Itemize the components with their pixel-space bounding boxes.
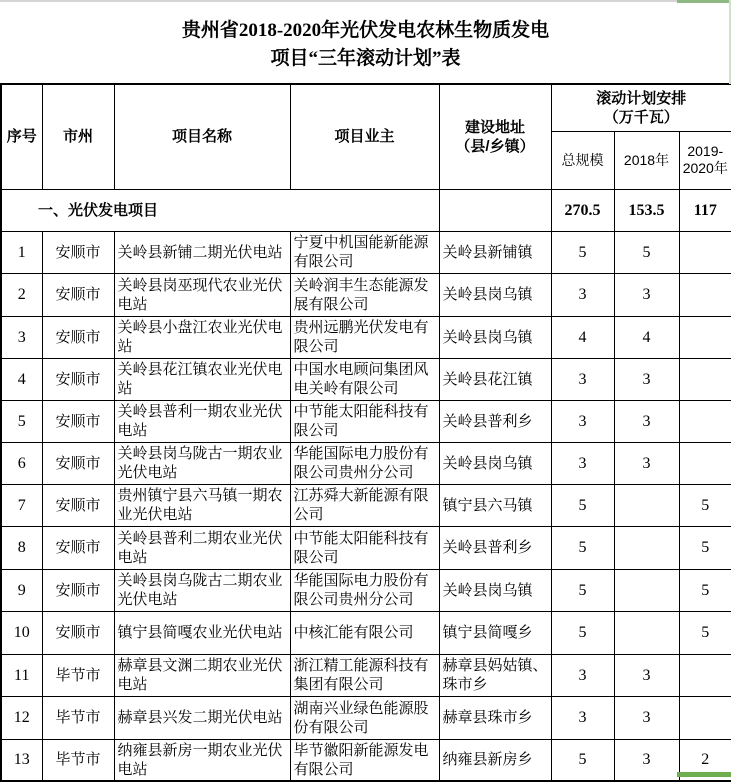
- cell-total[interactable]: 5: [551, 526, 614, 569]
- selection-highlight-top: [677, 0, 731, 3]
- cell-address[interactable]: 关岭县普利乡: [439, 526, 551, 569]
- table-row: [1, 231, 731, 273]
- cell-city[interactable]: 安顺市: [42, 526, 114, 569]
- cell-2018[interactable]: 3: [614, 273, 679, 316]
- cell-owner[interactable]: 江苏舜大新能源有限公司: [290, 484, 439, 526]
- cell-total[interactable]: 3: [551, 358, 614, 400]
- cell-owner[interactable]: 华能国际电力股份有限公司贵州分公司: [290, 442, 439, 484]
- cell-2018[interactable]: 3: [614, 696, 679, 739]
- cell-city[interactable]: 安顺市: [42, 611, 114, 654]
- cell-owner[interactable]: 中节能太阳能科技有限公司: [290, 400, 439, 442]
- cell-2019-2020[interactable]: [679, 400, 731, 442]
- cell-project-name[interactable]: 关岭县花江镇农业光伏电站: [114, 358, 290, 400]
- cell-city[interactable]: 毕节市: [42, 654, 114, 696]
- cell-2018[interactable]: 4: [614, 316, 679, 358]
- cell-owner[interactable]: 浙江精工能源科技有集团有限公司: [290, 654, 439, 696]
- cell-2019-2020[interactable]: 5: [679, 611, 731, 654]
- cell-address[interactable]: 关岭县岗乌镇: [439, 316, 551, 358]
- cell-city[interactable]: 安顺市: [42, 273, 114, 316]
- table-row: [1, 273, 731, 316]
- cell-2018[interactable]: [614, 484, 679, 526]
- cell-2019-2020[interactable]: [679, 442, 731, 484]
- cell-total[interactable]: 3: [551, 442, 614, 484]
- cell-2019-2020[interactable]: [679, 358, 731, 400]
- cell-owner[interactable]: 关岭润丰生态能源发展有限公司: [290, 273, 439, 316]
- cell-address[interactable]: 赫章县妈姑镇、珠市乡: [439, 654, 551, 696]
- cell-city[interactable]: 安顺市: [42, 231, 114, 273]
- header-row-top: [1, 84, 731, 131]
- cell-project-name[interactable]: 关岭县岗巫现代农业光伏电站: [114, 273, 290, 316]
- col-header-project[interactable]: 项目名称: [114, 84, 290, 189]
- cell-address[interactable]: 关岭县花江镇: [439, 358, 551, 400]
- table-row: [1, 400, 731, 442]
- cell-owner[interactable]: 湖南兴业绿色能源股份有限公司: [290, 696, 439, 739]
- section-address-empty[interactable]: [439, 189, 551, 231]
- cell-owner[interactable]: 宁夏中机国能新能源有限公司: [290, 231, 439, 273]
- cell-2018[interactable]: [614, 526, 679, 569]
- section-label[interactable]: 一、光伏发电项目: [1, 189, 439, 231]
- cell-seq[interactable]: 3: [1, 316, 42, 358]
- section-2019-2020[interactable]: 117: [679, 189, 731, 231]
- cell-project-name[interactable]: 赫章县文渊二期农业光伏电站: [114, 654, 290, 696]
- cell-total[interactable]: 5: [551, 231, 614, 273]
- cell-total[interactable]: 3: [551, 273, 614, 316]
- cell-2018[interactable]: 3: [614, 442, 679, 484]
- cell-city[interactable]: 安顺市: [42, 442, 114, 484]
- cell-seq[interactable]: 2: [1, 273, 42, 316]
- cell-project-name[interactable]: 关岭县岗乌陇古一期农业光伏电站: [114, 442, 290, 484]
- cell-owner[interactable]: 华能国际电力股份有限公司贵州分公司: [290, 569, 439, 611]
- col-header-2018[interactable]: 2018年: [614, 131, 679, 189]
- cell-seq[interactable]: 8: [1, 526, 42, 569]
- cell-2018[interactable]: 3: [614, 400, 679, 442]
- cell-seq[interactable]: 10: [1, 611, 42, 654]
- cell-total[interactable]: 3: [551, 400, 614, 442]
- cell-address[interactable]: 关岭县普利乡: [439, 400, 551, 442]
- page-title-line1: 贵州省2018-2020年光伏发电农林生物质发电: [181, 20, 550, 41]
- cell-city[interactable]: 毕节市: [42, 739, 114, 781]
- cell-2018[interactable]: 5: [614, 231, 679, 273]
- cell-total[interactable]: 5: [551, 569, 614, 611]
- cell-project-name[interactable]: 关岭县新铺二期光伏电站: [114, 231, 290, 273]
- address-header-line1: 建设地址: [464, 118, 525, 136]
- cell-project-name[interactable]: 赫章县兴发二期光伏电站: [114, 696, 290, 739]
- cell-owner[interactable]: 贵州远鹏光伏发电有限公司: [290, 316, 439, 358]
- cell-2019-2020[interactable]: 5: [679, 526, 731, 569]
- table-row: [1, 611, 731, 654]
- cell-project-name[interactable]: 关岭县普利二期农业光伏电站: [114, 526, 290, 569]
- col-header-address[interactable]: [439, 84, 551, 189]
- cell-city[interactable]: 安顺市: [42, 358, 114, 400]
- cell-project-name[interactable]: 关岭县小盘江农业光伏电站: [114, 316, 290, 358]
- cell-seq[interactable]: 9: [1, 569, 42, 611]
- cell-project-name[interactable]: 纳雍县新房一期农业光伏电站: [114, 739, 290, 781]
- cell-city[interactable]: 毕节市: [42, 696, 114, 739]
- cell-2019-2020[interactable]: 2: [679, 739, 731, 781]
- cell-2018[interactable]: 3: [614, 358, 679, 400]
- cell-total[interactable]: 3: [551, 654, 614, 696]
- cell-city[interactable]: 安顺市: [42, 569, 114, 611]
- cell-seq[interactable]: 1: [1, 231, 42, 273]
- cell-2018[interactable]: 3: [614, 654, 679, 696]
- col-header-2019-2020[interactable]: 2019-2020年: [679, 131, 731, 189]
- cell-city[interactable]: 安顺市: [42, 400, 114, 442]
- section-total[interactable]: 270.5: [551, 189, 614, 231]
- rolling-plan-table: [0, 83, 731, 782]
- page-title-line2: 项目“三年滚动计划”表: [270, 48, 461, 69]
- cell-address[interactable]: 镇宁县简嘎乡: [439, 611, 551, 654]
- col-header-owner[interactable]: 项目业主: [290, 84, 439, 189]
- cell-seq[interactable]: 6: [1, 442, 42, 484]
- table-row: [1, 316, 731, 358]
- section-row: [1, 189, 731, 231]
- cell-2018[interactable]: [614, 569, 679, 611]
- table-row: [1, 526, 731, 569]
- selection-highlight-bottom: [677, 772, 731, 777]
- cell-project-name[interactable]: 关岭县岗乌陇古二期农业光伏电站: [114, 569, 290, 611]
- cell-2019-2020[interactable]: [679, 231, 731, 273]
- cell-address[interactable]: 关岭县岗乌镇: [439, 273, 551, 316]
- col-header-city[interactable]: 市州: [42, 84, 114, 189]
- cell-owner[interactable]: 毕节徽阳新能源发电有限公司: [290, 739, 439, 781]
- cell-total[interactable]: 3: [551, 696, 614, 739]
- cell-owner[interactable]: 中核汇能有限公司: [290, 611, 439, 654]
- table-row: [1, 569, 731, 611]
- table-row: [1, 654, 731, 696]
- table-row: [1, 696, 731, 739]
- col-header-seq[interactable]: 序号: [1, 84, 42, 189]
- cell-address[interactable]: 镇宁县六马镇: [439, 484, 551, 526]
- col-header-plan-group[interactable]: [551, 84, 731, 131]
- cell-2019-2020[interactable]: 5: [679, 484, 731, 526]
- cell-seq[interactable]: 12: [1, 696, 42, 739]
- table-row: [1, 484, 731, 526]
- cell-2019-2020[interactable]: [679, 316, 731, 358]
- cell-project-name[interactable]: 贵州镇宁县六马镇一期农业光伏电站: [114, 484, 290, 526]
- cell-project-name[interactable]: 镇宁县简嘎农业光伏电站: [114, 611, 290, 654]
- cell-2018[interactable]: [614, 611, 679, 654]
- cell-seq[interactable]: 13: [1, 739, 42, 781]
- cell-seq[interactable]: 11: [1, 654, 42, 696]
- plan-group-line2: （万千瓦）: [603, 108, 679, 126]
- cell-address[interactable]: 关岭县岗乌镇: [439, 569, 551, 611]
- address-header-line2: （县/乡镇）: [455, 137, 535, 155]
- col-header-total[interactable]: 总规模: [551, 131, 614, 189]
- cell-owner[interactable]: 中节能太阳能科技有限公司: [290, 526, 439, 569]
- cell-total[interactable]: 5: [551, 484, 614, 526]
- cell-seq[interactable]: 5: [1, 400, 42, 442]
- cell-city[interactable]: 安顺市: [42, 484, 114, 526]
- cell-city[interactable]: 安顺市: [42, 316, 114, 358]
- sheet-top-gridline: [0, 0, 679, 2]
- cell-project-name[interactable]: 关岭县普利一期农业光伏电站: [114, 400, 290, 442]
- cell-address[interactable]: 赫章县珠市乡: [439, 696, 551, 739]
- cell-seq[interactable]: 4: [1, 358, 42, 400]
- page-title: [0, 0, 731, 83]
- cell-address[interactable]: 关岭县岗乌镇: [439, 442, 551, 484]
- table-row: [1, 442, 731, 484]
- cell-total[interactable]: 4: [551, 316, 614, 358]
- cell-address[interactable]: 关岭县新铺镇: [439, 231, 551, 273]
- cell-address[interactable]: 纳雍县新房乡: [439, 739, 551, 781]
- cell-2019-2020[interactable]: [679, 654, 731, 696]
- cell-2019-2020[interactable]: [679, 696, 731, 739]
- cell-2019-2020[interactable]: [679, 273, 731, 316]
- table-row: [1, 358, 731, 400]
- cell-total[interactable]: 5: [551, 611, 614, 654]
- plan-group-line1: 滚动计划安排: [596, 89, 687, 107]
- cell-2018[interactable]: 3: [614, 739, 679, 781]
- section-2018[interactable]: 153.5: [614, 189, 679, 231]
- cell-total[interactable]: 5: [551, 739, 614, 781]
- cell-owner[interactable]: 中国水电顾问集团风电关岭有限公司: [290, 358, 439, 400]
- table-row: [1, 739, 731, 781]
- cell-seq[interactable]: 7: [1, 484, 42, 526]
- cell-2019-2020[interactable]: 5: [679, 569, 731, 611]
